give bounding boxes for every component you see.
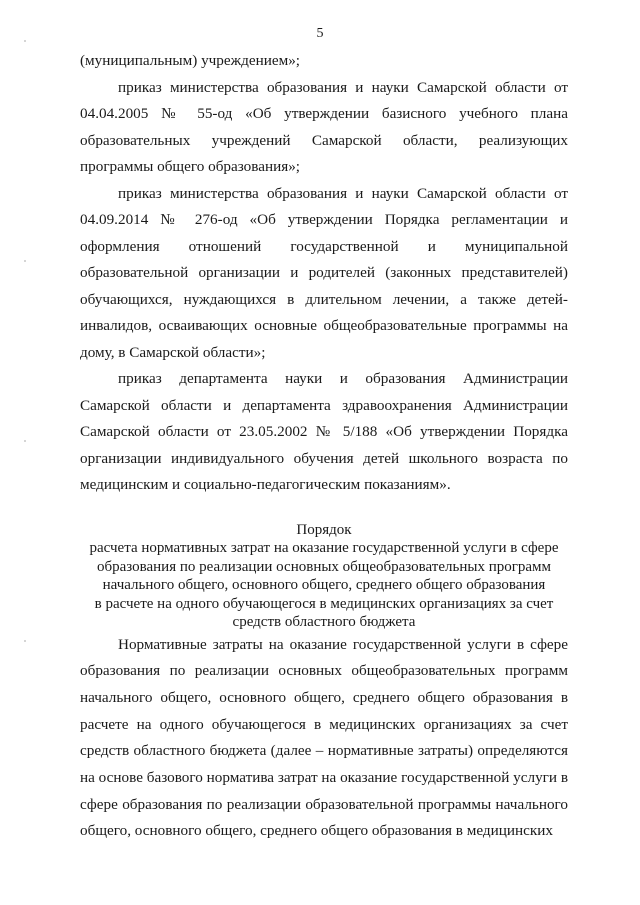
page-number: 5	[316, 26, 324, 41]
heading-line: средств областного бюджета	[232, 614, 416, 630]
paragraph-order-5-188: приказ департамента науки и образования Администрации Самарской области и департамента здравоохранения Администрации Самарской области от 23.05.2002 № 5/188 «Об утверждении Порядка организации индивидуального обучения детей школьного возраста по медицинским и социально-педагогическим показаниям».	[80, 370, 568, 493]
paragraph-continuation: (муниципальным) учреждением»;	[80, 52, 301, 69]
document-body	[80, 48, 568, 845]
margin-mark	[24, 40, 26, 42]
margin-mark	[24, 440, 26, 442]
section-heading	[80, 521, 568, 632]
margin-mark	[24, 260, 26, 262]
body-paragraph: Нормативные затраты на оказание государственной услуги в сфере образования по реализации основных общеобразовательных программ начального общего, основного общего, среднего общего образования в расчете на одного обучающегося в медицинских организациях за счет средств областного бюджета (далее – нормативные затраты) определяются на основе базового норматива затрат на оказание государственной услуги в сфере образования по реализации образовательной программы начального общего, основного общего, среднего общего образования в медицинских	[80, 635, 568, 840]
heading-line: расчета нормативных затрат на оказание государственной услуги в сфере	[89, 540, 559, 556]
heading-title: Порядок	[296, 521, 352, 538]
paragraph-order-276: приказ министерства образования и науки Самарской области от 04.09.2014 № 276-од «Об утверждении Порядка регламентации и оформления отношений государственной и муниципальной образовательной организации и родителей (законных представителей) обучающихся, нуждающихся в длительном лечении, а также детей-инвалидов, осваивающих основные общеобразовательные программы на дому, в Самарской области»;	[80, 184, 568, 361]
heading-line: начального общего, основного общего, среднего общего образования	[102, 577, 546, 593]
paragraph-order-55: приказ министерства образования и науки Самарской области от 04.04.2005 № 55-од «Об утверждении базисного учебного плана образовательных учреждений Самарской области, реализующих программы общего образования»;	[80, 78, 568, 175]
heading-line: образования по реализации основных общеобразовательных программ	[96, 558, 552, 575]
margin-mark	[24, 640, 26, 642]
heading-line: в расчете на одного обучающегося в медицинских организациях за счет	[94, 595, 554, 612]
